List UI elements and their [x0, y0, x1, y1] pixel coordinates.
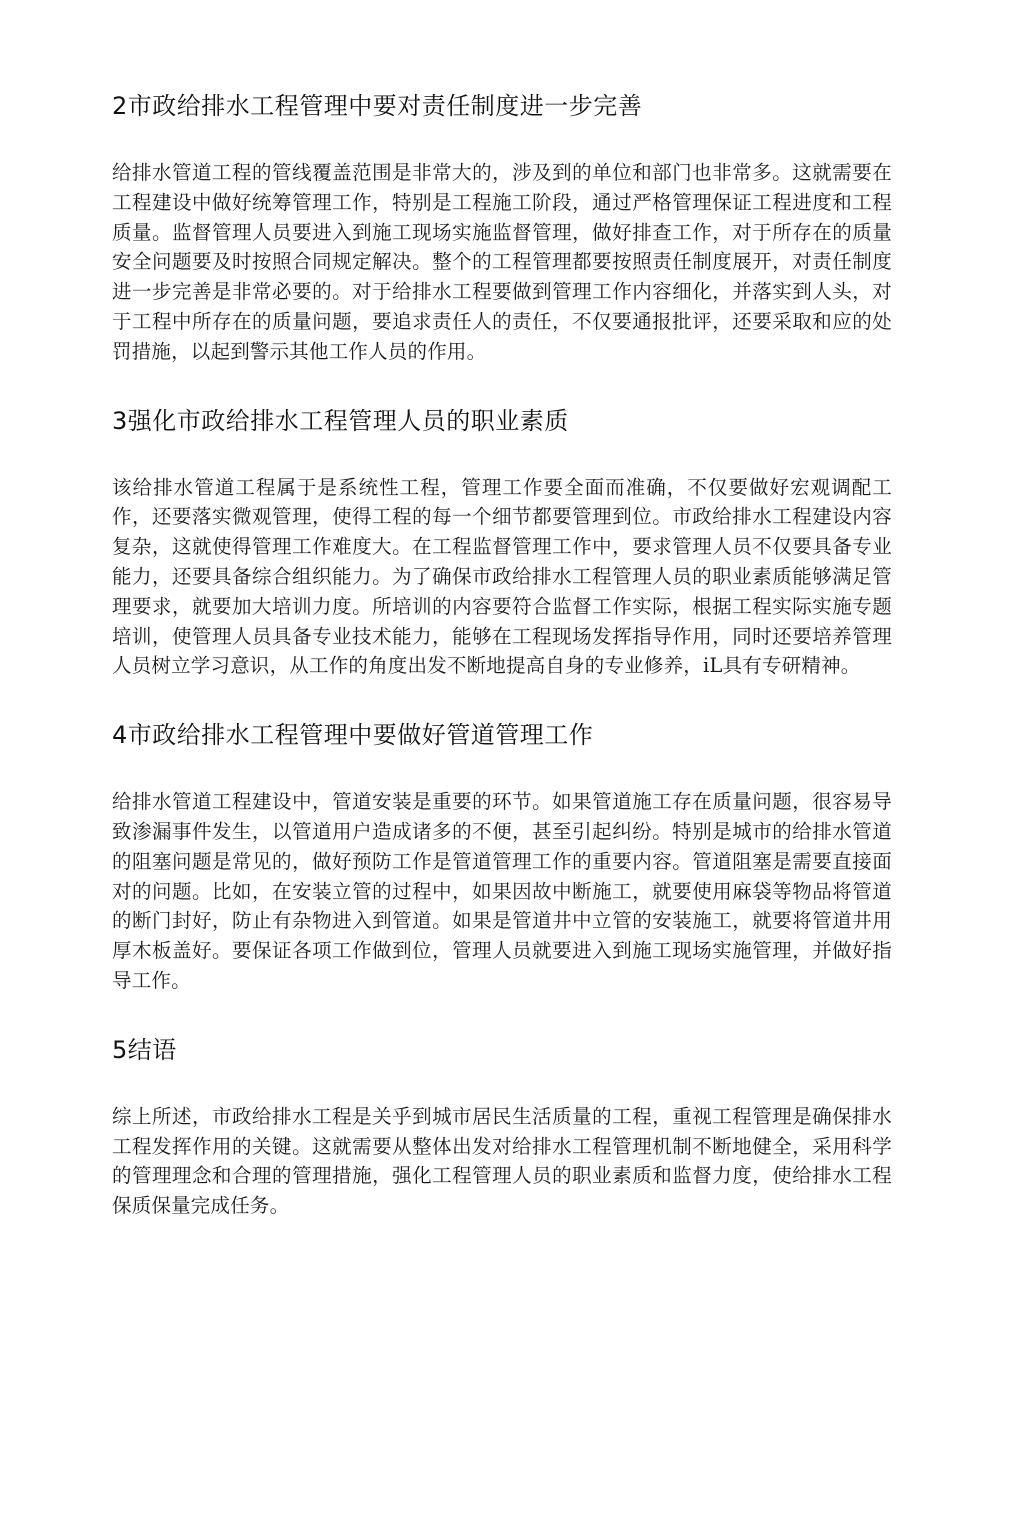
- section-pipe-management: [112, 717, 892, 996]
- section-paragraph: 给排水管道工程的管线覆盖范围是非常大的，涉及到的单位和部门也非常多。这就需要在工程建设中做好统筹管理工作，特别是工程施工阶段，通过严格管理保证工程进度和工程质量。监督管理人员要进入到施工现场实施监督管理，做好排查工作，对于所存在的质量安全问题要及时按照合同规定解决。整个的工程管理都要按照责任制度展开，对责任制度进一步完善是非常必要的。对于给排水工程要做到管理工作内容细化，并落实到人头，对于工程中所存在的质量问题，要追求责任人的责任，不仅要通报批评，还要采取和应的处罚措施，以起到警示其他工作人员的作用。: [112, 161, 892, 363]
- section-paragraph: 该给排水管道工程属于是系统性工程，管理工作要全面而准确，不仅要做好宏观调配工作，还要落实微观管理，使得工程的每一个细节都要管理到位。市政给排水工程建设内容复杂，这就使得管理工作难度大。在工程监督管理工作中，要求管理人员不仅要具备专业能力，还要具备综合组织能力。为了确保市政给排水工程管理人员的职业素质能够满足管理要求，就要加大培训力度。所培训的内容要符合监督工作实际，根据工程实际实施专题培训，使管理人员具备专业技术能力，能够在工程现场发挥指导作用，同时还要培养管理人员树立学习意识，从工作的角度出发不断地提高自身的专业修养，iL具有专研精神。: [112, 475, 892, 678]
- section-responsibility-system: [112, 88, 892, 367]
- section-heading: 5结语: [112, 1035, 177, 1064]
- section-paragraph: 综上所述，市政给排水工程是关乎到城市居民生活质量的工程，重视工程管理是确保排水工程发挥作用的关键。这就需要从整体出发对给排水工程管理机制不断地健全，采用科学的管理理念和合理的管理措施，强化工程管理人员的职业素质和监督力度，使给排水工程保质保量完成任务。: [112, 1104, 892, 1218]
- section-staff-quality: [112, 403, 892, 682]
- section-heading: 4市政给排水工程管理中要做好管道管理工作: [112, 721, 594, 750]
- document-page: [112, 88, 892, 1257]
- section-conclusion: [112, 1032, 892, 1221]
- section-heading: 2市政给排水工程管理中要对责任制度进一步完善: [112, 92, 643, 120]
- section-heading: 3强化市政给排水工程管理人员的职业素质: [112, 406, 569, 435]
- section-paragraph: 给排水管道工程建设中，管道安装是重要的环节。如果管道施工存在质量问题，很容易导致渗漏事件发生，以管道用户造成诸多的不便，甚至引起纠纷。特别是城市的给排水管道的阻塞问题是常见的，做好预防工作是管道管理工作的重要内容。管道阻塞是需要直接面对的问题。比如，在安装立管的过程中，如果因故中断施工，就要使用麻袋等物品将管道的断门封好，防止有杂物进入到管道。如果是管道井中立管的安装施工，就要将管道井用厚木板盖好。要保证各项工作做到位，管理人员就要进入到施工现场实施管理，并做好指导工作。: [112, 790, 892, 992]
